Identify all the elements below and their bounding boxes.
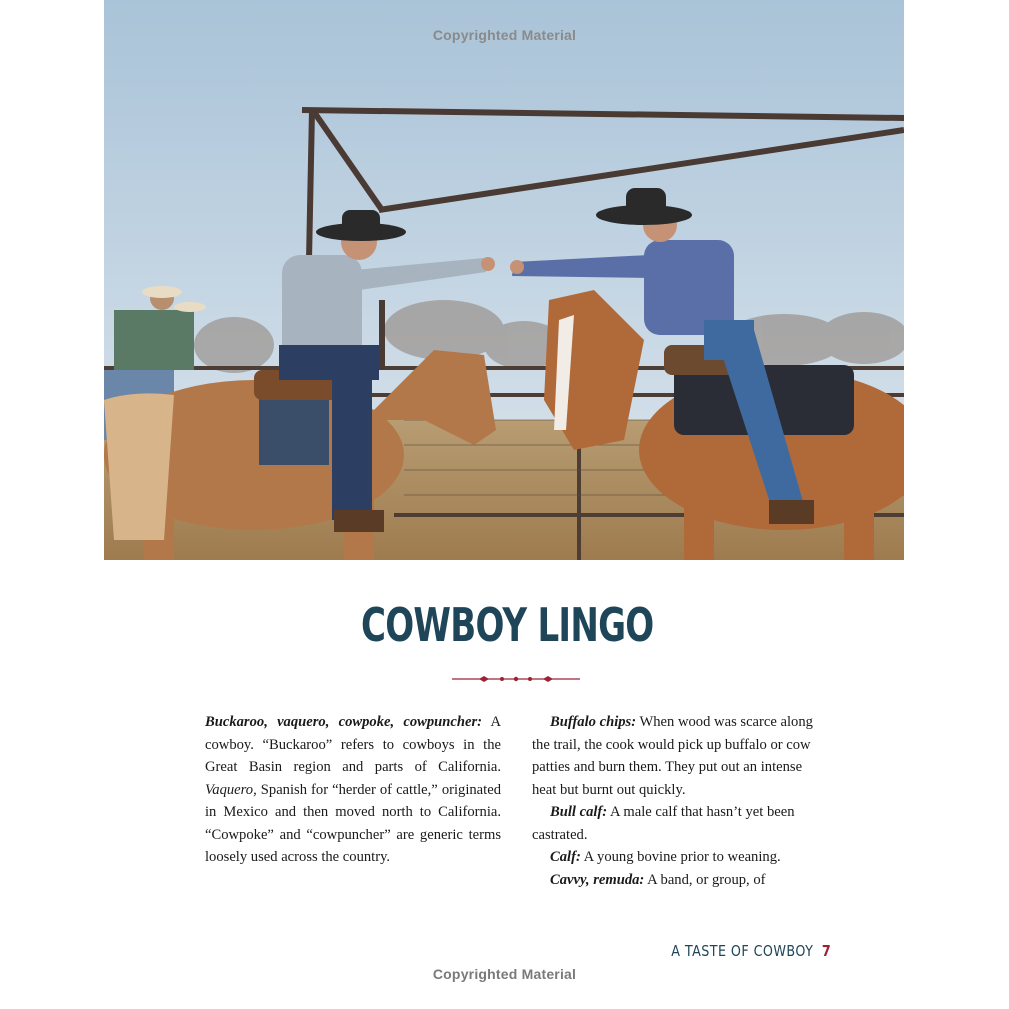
book-title: A TASTE OF COWBOY <box>671 942 814 960</box>
glossary-column-left <box>205 711 501 869</box>
glossary-term: Buffalo chips: <box>550 714 637 730</box>
glossary-column-right <box>532 711 828 891</box>
glossary-entry <box>205 711 501 869</box>
glossary-italic-word: Vaquero <box>205 781 254 798</box>
glossary-definition: When wood was scarce along the trail, the cook would pick up buffalo or cow patties and burn them. They put out an intense heat but burnt out quickly. <box>532 714 813 798</box>
page-number: 7 <box>821 942 831 960</box>
glossary-definition-continued: , Spanish for “herder of cattle,” originated in Mexico and then moved north to California. “Cowpoke” and “cowpuncher” are generic terms loosely used across the country. <box>205 781 501 865</box>
copyright-watermark-top: Copyrighted Material <box>432 27 577 43</box>
glossary-term: Cavvy, remuda: <box>550 871 645 888</box>
glossary-definition: A band, or group, of <box>644 871 766 888</box>
glossary-term: Buckaroo, vaquero, cowpoke, cowpuncher: <box>205 714 483 730</box>
glossary-term: Bull calf: <box>550 804 608 820</box>
glossary-entry <box>532 869 828 892</box>
glossary-definition: A cowboy. “Buckaroo” refers to cowboys in the Great Basin region and parts of California. <box>205 714 501 775</box>
glossary-entry <box>532 846 828 869</box>
running-footer <box>671 942 831 960</box>
glossary-definition: A young bovine prior to weaning. <box>580 849 781 865</box>
copyright-watermark-bottom: Copyrighted Material <box>432 966 577 982</box>
cover-photo <box>104 0 904 560</box>
glossary-term: Calf: <box>550 849 581 865</box>
title-divider-ornament <box>452 672 580 686</box>
glossary-entry <box>532 801 828 846</box>
glossary-definition: A male calf that hasn’t yet been castrated. <box>532 804 795 843</box>
page-title: COWBOY LINGO <box>360 598 654 652</box>
glossary-entry <box>532 711 828 801</box>
